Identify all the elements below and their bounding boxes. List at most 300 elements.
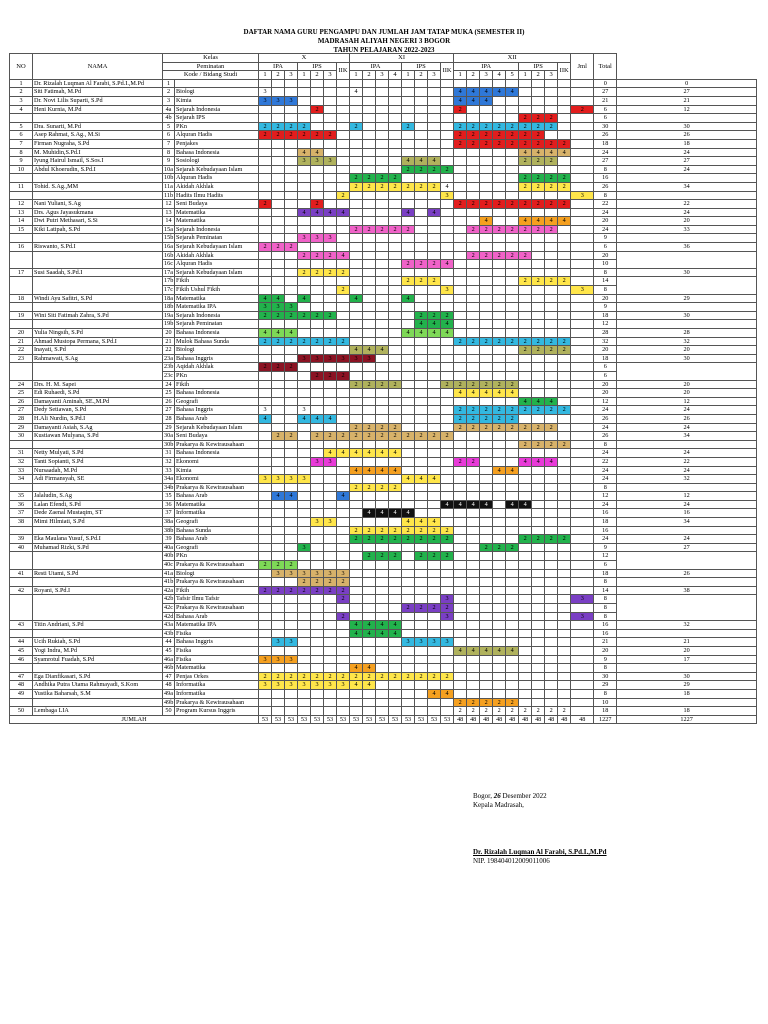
empty-cell (467, 483, 480, 492)
empty-cell (454, 174, 467, 183)
jml-cell: 20 (594, 389, 617, 398)
empty-cell (324, 509, 337, 518)
empty-cell (441, 664, 454, 673)
empty-cell (558, 131, 571, 140)
empty-cell (441, 354, 454, 363)
jml-cell: 26 (594, 414, 617, 423)
hours-cell: 2 (389, 432, 402, 441)
empty-cell (571, 311, 594, 320)
row-number: 11 (10, 182, 33, 191)
empty-cell (480, 449, 493, 458)
hours-cell: 3 (272, 303, 285, 312)
empty-cell (402, 371, 415, 380)
hours-cell: 2 (311, 105, 324, 114)
empty-cell (571, 466, 594, 475)
empty-cell (467, 397, 480, 406)
hours-cell: 2 (428, 277, 441, 286)
empty-cell (298, 320, 311, 329)
empty-cell (389, 543, 402, 552)
empty-cell (441, 492, 454, 501)
empty-cell (506, 604, 519, 613)
table-row (10, 569, 757, 578)
hours-cell: 3 (324, 234, 337, 243)
header-grade-x: X (259, 54, 350, 63)
empty-cell (441, 621, 454, 630)
hours-cell: 4 (480, 88, 493, 97)
empty-cell (454, 268, 467, 277)
jml-cell: 18 (594, 569, 617, 578)
table-body (10, 79, 757, 715)
jml-cell: 24 (594, 500, 617, 509)
empty-cell (337, 552, 350, 561)
empty-cell (363, 518, 376, 527)
empty-cell (506, 509, 519, 518)
empty-cell (467, 174, 480, 183)
empty-cell (558, 414, 571, 423)
empty-cell (506, 595, 519, 604)
empty-cell (493, 457, 506, 466)
empty-cell (272, 251, 285, 260)
hours-cell: 2 (350, 122, 363, 131)
empty-cell (454, 561, 467, 570)
empty-cell (454, 225, 467, 234)
empty-cell (298, 535, 311, 544)
row-number: 3 (10, 96, 33, 105)
empty-cell (402, 174, 415, 183)
empty-cell (376, 277, 389, 286)
teacher-name (33, 260, 163, 269)
hours-cell: 2 (545, 406, 558, 415)
hours-cell: 4 (402, 208, 415, 217)
teacher-name: Nursaadah, M.Pd (33, 466, 163, 475)
empty-cell (298, 303, 311, 312)
signature-block (473, 792, 607, 866)
hours-cell: 3 (272, 655, 285, 664)
empty-cell (363, 440, 376, 449)
empty-cell (493, 234, 506, 243)
empty-cell (532, 689, 545, 698)
empty-cell (428, 500, 441, 509)
row-number: 1 (10, 79, 33, 88)
empty-cell (506, 354, 519, 363)
empty-cell (480, 277, 493, 286)
empty-cell (311, 397, 324, 406)
subject-code: 42a (164, 586, 173, 594)
hours-cell: 2 (493, 406, 506, 415)
row-number: 31 (10, 449, 33, 458)
hours-cell: 2 (259, 561, 272, 570)
empty-cell (480, 578, 493, 587)
empty-cell (441, 629, 454, 638)
empty-cell (311, 406, 324, 415)
empty-cell (558, 552, 571, 561)
empty-cell (324, 260, 337, 269)
empty-cell (389, 604, 402, 613)
subject-name: Bahasa Arab (175, 612, 259, 621)
empty-cell (428, 354, 441, 363)
empty-cell (506, 552, 519, 561)
empty-cell (285, 423, 298, 432)
empty-cell (376, 311, 389, 320)
empty-cell (337, 604, 350, 613)
empty-cell (454, 552, 467, 561)
empty-cell (571, 251, 594, 260)
teacher-name (33, 363, 163, 372)
teacher-name (33, 440, 163, 449)
empty-cell (545, 681, 558, 690)
empty-cell (337, 363, 350, 372)
empty-cell (402, 492, 415, 501)
empty-cell (311, 509, 324, 518)
empty-cell (285, 105, 298, 114)
empty-cell (441, 518, 454, 527)
hours-cell: 2 (272, 363, 285, 372)
empty-cell (519, 604, 532, 613)
empty-cell (272, 414, 285, 423)
row-number: 17 (10, 268, 33, 277)
empty-cell (259, 595, 272, 604)
total-cell: 16 (617, 509, 757, 518)
empty-cell (571, 337, 594, 346)
empty-cell (324, 225, 337, 234)
subject-code: 40c (164, 561, 173, 569)
subject-name: Matematika (175, 664, 259, 673)
empty-cell (259, 552, 272, 561)
hours-cell: 3 (337, 681, 350, 690)
empty-cell (363, 646, 376, 655)
empty-cell (259, 612, 272, 621)
table-row (10, 449, 757, 458)
hours-cell: 4 (415, 518, 428, 527)
hours-cell: 2 (454, 139, 467, 148)
empty-cell (571, 578, 594, 587)
jml-cell: 24 (594, 406, 617, 415)
empty-cell (428, 380, 441, 389)
empty-cell (298, 646, 311, 655)
hours-cell: 2 (519, 157, 532, 166)
row-number: 36 (10, 500, 33, 509)
empty-cell (259, 174, 272, 183)
empty-cell (571, 449, 594, 458)
empty-cell (467, 182, 480, 191)
empty-cell (311, 303, 324, 312)
hours-cell: 2 (402, 225, 415, 234)
teacher-name (33, 629, 163, 638)
empty-cell (571, 483, 594, 492)
hours-cell: 2 (363, 483, 376, 492)
empty-cell (259, 79, 272, 88)
empty-cell (363, 475, 376, 484)
empty-cell (545, 492, 558, 501)
empty-cell (441, 294, 454, 303)
empty-cell (441, 174, 454, 183)
empty-cell (389, 586, 402, 595)
empty-cell (454, 449, 467, 458)
jml-cell: 18 (594, 311, 617, 320)
subject-code: 28 (163, 414, 175, 423)
hours-cell: 2 (350, 672, 363, 681)
row-number: 18 (10, 294, 33, 303)
header-grade-xii: XII (454, 54, 571, 63)
empty-cell (506, 294, 519, 303)
empty-cell (571, 303, 594, 312)
empty-cell (363, 638, 376, 647)
hours-cell: 3 (441, 638, 454, 647)
empty-cell (415, 208, 428, 217)
empty-cell (337, 466, 350, 475)
hours-cell: 2 (454, 414, 467, 423)
total-cell: 24 (617, 423, 757, 432)
empty-cell (415, 440, 428, 449)
empty-cell (545, 208, 558, 217)
empty-cell (389, 698, 402, 707)
empty-cell (506, 277, 519, 286)
empty-cell (493, 397, 506, 406)
empty-cell (441, 423, 454, 432)
header-class-num: 2 (311, 71, 324, 80)
empty-cell (506, 217, 519, 226)
empty-cell (285, 79, 298, 88)
header-class-num: 3 (285, 71, 298, 80)
empty-cell (415, 354, 428, 363)
teacher-name: Dr. Novi Lilis Suparti, S.Pd (33, 96, 163, 105)
empty-cell (350, 234, 363, 243)
empty-cell (337, 621, 350, 630)
empty-cell (571, 354, 594, 363)
empty-cell (402, 303, 415, 312)
empty-cell (259, 397, 272, 406)
hours-cell: 2 (285, 122, 298, 131)
empty-cell (532, 604, 545, 613)
hours-cell: 2 (350, 182, 363, 191)
hours-cell: 4 (428, 157, 441, 166)
empty-cell (363, 371, 376, 380)
hours-cell: 2 (402, 260, 415, 269)
table-row (10, 432, 757, 441)
empty-cell (454, 303, 467, 312)
hours-cell: 2 (480, 337, 493, 346)
hours-cell: 2 (532, 535, 545, 544)
hours-cell: 2 (428, 260, 441, 269)
title-line-2: MADRASAH ALIYAH NEGERI 3 BOGOR (317, 37, 451, 45)
empty-cell (337, 182, 350, 191)
empty-cell (480, 569, 493, 578)
hours-cell: 2 (558, 535, 571, 544)
empty-cell (363, 114, 376, 123)
empty-cell (402, 200, 415, 209)
hours-cell: 2 (298, 131, 311, 140)
hours-cell: 4 (402, 518, 415, 527)
empty-cell (272, 354, 285, 363)
empty-cell (428, 681, 441, 690)
hours-cell: 2 (363, 552, 376, 561)
empty-cell (441, 457, 454, 466)
subject-name: Fikih (175, 586, 259, 595)
signature-day: 26 (493, 792, 501, 800)
hours-cell: 4 (519, 457, 532, 466)
jml-cell: 20 (594, 217, 617, 226)
hours-cell: 3 (285, 303, 298, 312)
empty-cell (402, 397, 415, 406)
total-cell: 27 (617, 157, 757, 166)
empty-cell (571, 698, 594, 707)
empty-cell (480, 148, 493, 157)
hours-cell: 2 (337, 191, 350, 200)
empty-cell (363, 320, 376, 329)
empty-cell (311, 535, 324, 544)
subject-code: 26 (163, 397, 175, 406)
hours-cell: 3 (298, 569, 311, 578)
empty-cell (389, 492, 402, 501)
hours-cell: 3 (324, 354, 337, 363)
empty-cell (285, 526, 298, 535)
empty-cell (441, 225, 454, 234)
hours-cell: 4 (376, 346, 389, 355)
empty-cell (311, 423, 324, 432)
empty-cell (285, 397, 298, 406)
empty-cell (298, 96, 311, 105)
hours-cell: 2 (272, 586, 285, 595)
row-number: 20 (10, 329, 33, 338)
empty-cell (337, 483, 350, 492)
empty-cell (389, 371, 402, 380)
empty-cell (402, 363, 415, 372)
empty-cell (519, 492, 532, 501)
hours-cell: 4 (350, 621, 363, 630)
empty-cell (324, 655, 337, 664)
empty-cell (337, 157, 350, 166)
empty-cell (324, 526, 337, 535)
empty-cell (532, 586, 545, 595)
hours-cell: 4 (363, 621, 376, 630)
row-number: 48 (10, 681, 33, 690)
hours-cell: 2 (428, 526, 441, 535)
hours-cell: 2 (519, 174, 532, 183)
empty-cell (506, 371, 519, 380)
row-number: 50 (10, 707, 33, 716)
hours-cell: 3 (324, 518, 337, 527)
empty-cell (272, 535, 285, 544)
total-cell (617, 320, 757, 329)
table-row (10, 492, 757, 501)
empty-cell (259, 518, 272, 527)
jml-cell: 8 (594, 483, 617, 492)
empty-cell (532, 414, 545, 423)
hours-cell: 2 (441, 552, 454, 561)
empty-cell (493, 260, 506, 269)
empty-cell (571, 655, 594, 664)
empty-cell (519, 234, 532, 243)
empty-cell (428, 707, 441, 716)
header-x-ipa: IPA (259, 62, 298, 71)
empty-cell (493, 157, 506, 166)
hours-cell: 2 (493, 543, 506, 552)
hours-cell: 4 (350, 346, 363, 355)
total-cell (617, 303, 757, 312)
table-row (10, 586, 757, 595)
hours-cell: 2 (467, 225, 480, 234)
hours-cell: 2 (454, 131, 467, 140)
empty-cell (376, 191, 389, 200)
hours-cell: 3 (272, 475, 285, 484)
empty-cell (337, 475, 350, 484)
hours-cell: 2 (376, 672, 389, 681)
total-cell (617, 371, 757, 380)
subject-name: Seni Budaya (175, 200, 259, 209)
header-class-num: 2 (415, 71, 428, 80)
row-number: 34 (10, 475, 33, 484)
hours-cell: 2 (506, 414, 519, 423)
empty-cell (324, 200, 337, 209)
jml-cell: 6 (594, 363, 617, 372)
empty-cell (311, 243, 324, 252)
empty-cell (402, 655, 415, 664)
jml-cell: 8 (594, 689, 617, 698)
empty-cell (571, 277, 594, 286)
empty-cell (337, 105, 350, 114)
empty-cell (363, 191, 376, 200)
hours-cell: 4 (467, 96, 480, 105)
empty-cell (506, 303, 519, 312)
header-xii-ipa: IPA (454, 62, 519, 71)
empty-cell (571, 294, 594, 303)
empty-cell (311, 286, 324, 295)
empty-cell (285, 165, 298, 174)
empty-cell (506, 363, 519, 372)
empty-cell (311, 698, 324, 707)
empty-cell (467, 440, 480, 449)
hours-cell: 2 (493, 707, 506, 716)
total-cell: 20 (617, 217, 757, 226)
hours-cell: 3 (441, 612, 454, 621)
empty-cell (311, 294, 324, 303)
hours-cell: 4 (519, 397, 532, 406)
empty-cell (259, 423, 272, 432)
empty-cell (337, 148, 350, 157)
empty-cell (441, 200, 454, 209)
empty-cell (519, 432, 532, 441)
empty-cell (272, 629, 285, 638)
hours-cell: 2 (298, 586, 311, 595)
subject-code: 10b (164, 174, 174, 182)
hours-cell: 4 (480, 389, 493, 398)
empty-cell (558, 518, 571, 527)
hours-cell: 4 (363, 449, 376, 458)
hours-cell: 2 (467, 200, 480, 209)
empty-cell (285, 612, 298, 621)
hours-cell: 2 (298, 311, 311, 320)
hours-cell: 2 (480, 122, 493, 131)
empty-cell (441, 79, 454, 88)
hours-cell: 2 (545, 440, 558, 449)
subject-name: Matematika (175, 500, 259, 509)
empty-cell (428, 337, 441, 346)
teacher-name: Tohid. S.Ag.,MM (33, 182, 163, 191)
empty-cell (454, 354, 467, 363)
total-cell (617, 595, 757, 604)
hours-cell: 2 (558, 440, 571, 449)
empty-cell (467, 346, 480, 355)
table-row (10, 483, 757, 492)
empty-cell (363, 569, 376, 578)
empty-cell (519, 105, 532, 114)
hours-cell: 2 (506, 200, 519, 209)
empty-cell (376, 707, 389, 716)
table-row (10, 157, 757, 166)
empty-cell (415, 698, 428, 707)
empty-cell (389, 689, 402, 698)
teacher-name: Tanti Sopianti, S.Pd (33, 457, 163, 466)
